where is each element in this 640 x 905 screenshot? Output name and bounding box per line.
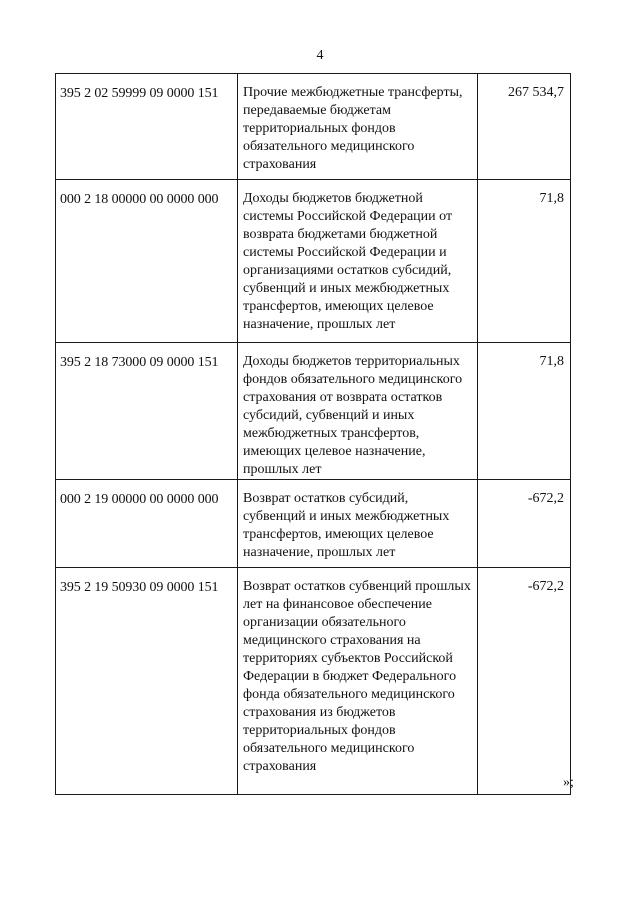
description-cell: Доходы бюджетов территориальных фондов обязательного медицинского страхования от возврата остатков субсидий, субвенций и иных межбюджетных трансфертов, имеющих целевое назначение, прошлых лет	[238, 343, 478, 480]
table-row	[56, 480, 571, 568]
page-number: 4	[316, 48, 324, 63]
closing-quote-mark: »;	[563, 775, 574, 790]
budget-code-cell: 395 2 19 50930 09 0000 151	[56, 568, 238, 795]
table-row	[56, 343, 571, 480]
amount-cell: 71,8	[478, 180, 571, 343]
budget-code-cell: 000 2 19 00000 00 0000 000	[56, 480, 238, 568]
description-cell: Возврат остатков субвенций прошлых лет на финансовое обеспечение организации обязательного медицинского страхования на территориях субъектов Российской Федерации в бюджет Федерального фонда обязательного медицинского страхования из бюджетов территориальных фондов обязательного медицинского страхования	[238, 568, 478, 795]
budget-code-cell: 395 2 02 59999 09 0000 151	[56, 74, 238, 180]
amount-cell: -672,2	[478, 568, 571, 795]
amount-cell: 71,8	[478, 343, 571, 480]
budget-code-cell: 000 2 18 00000 00 0000 000	[56, 180, 238, 343]
table-row	[56, 180, 571, 343]
amount-cell: 267 534,7	[478, 74, 571, 180]
description-cell: Доходы бюджетов бюджетной системы Российской Федерации от возврата бюджетами бюджетной системы Российской Федерации и организациями остатков субсидий, субвенций и иных межбюджетных трансфертов, имеющих целевое назначение, прошлых лет	[238, 180, 478, 343]
budget-code-cell: 395 2 18 73000 09 0000 151	[56, 343, 238, 480]
table-row	[56, 568, 571, 795]
description-cell: Прочие межбюджетные трансферты, передаваемые бюджетам территориальных фондов обязательного медицинского страхования	[238, 74, 478, 180]
description-cell: Возврат остатков субсидий, субвенций и иных межбюджетных трансфертов, имеющих целевое назначение, прошлых лет	[238, 480, 478, 568]
amount-cell: -672,2	[478, 480, 571, 568]
table-row	[56, 74, 571, 180]
budget-revenue-table	[55, 73, 571, 795]
